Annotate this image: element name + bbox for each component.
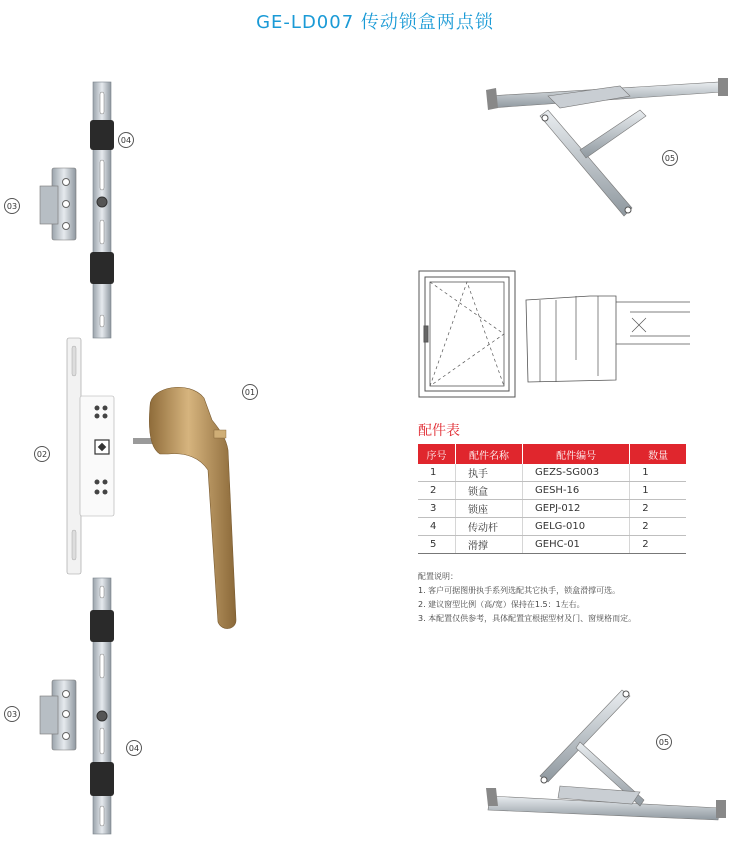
notes-heading: 配置说明： <box>418 572 458 581</box>
table-row <box>418 464 686 482</box>
cell-name: 执手 <box>456 464 523 482</box>
table-row <box>418 518 686 536</box>
callout-rod-top: 04 <box>118 132 134 148</box>
callout-handle: 01 <box>242 384 258 400</box>
cell-no: 1 <box>418 464 456 482</box>
configuration-notes <box>418 570 636 626</box>
cell-qty: 1 <box>630 464 686 482</box>
callout-keeper-top: 03 <box>4 198 20 214</box>
window-diagram <box>419 271 690 397</box>
cell-no: 4 <box>418 518 456 536</box>
friction-stay-bottom <box>486 690 726 820</box>
keeper-bottom <box>40 680 76 750</box>
callout-gearbox: 02 <box>34 446 50 462</box>
parts-table-title: 配件表 <box>418 423 460 439</box>
cell-qty: 2 <box>630 500 686 518</box>
cell-code: GEZS-SG003 <box>523 464 630 482</box>
cell-no: 3 <box>418 500 456 518</box>
cell-code: GEPJ-012 <box>523 500 630 518</box>
header-name: 配件名称 <box>456 444 523 464</box>
table-row <box>418 536 686 554</box>
table-row <box>418 500 686 518</box>
transmission-rod-bottom <box>90 578 114 834</box>
cell-qty: 2 <box>630 536 686 554</box>
transmission-rod-top <box>90 82 114 338</box>
parts-table-header <box>418 444 686 464</box>
cell-name: 滑撑 <box>456 536 523 554</box>
cell-name: 传动杆 <box>456 518 523 536</box>
cell-code: GESH-16 <box>523 482 630 500</box>
note-item: 2. 建议窗型比例（高/宽）保持在1.5：1左右。 <box>418 600 585 609</box>
cell-name: 锁盒 <box>456 482 523 500</box>
callout-rod-bottom: 04 <box>126 740 142 756</box>
gearbox <box>67 338 114 574</box>
cell-no: 2 <box>418 482 456 500</box>
header-code: 配件编号 <box>523 444 630 464</box>
cell-qty: 2 <box>630 518 686 536</box>
keeper-top <box>40 168 76 240</box>
cell-name: 锁座 <box>456 500 523 518</box>
callout-keeper-bottom: 03 <box>4 706 20 722</box>
callout-stay-top: 05 <box>662 150 678 166</box>
note-item: 3. 本配置仅供参考，具体配置宜根据型材及门、窗规格而定。 <box>418 614 637 623</box>
window-handle <box>133 387 236 628</box>
table-row <box>418 482 686 500</box>
callout-stay-bottom: 05 <box>656 734 672 750</box>
cell-code: GEHC-01 <box>523 536 630 554</box>
header-no: 序号 <box>418 444 456 464</box>
cell-code: GELG-010 <box>523 518 630 536</box>
cell-no: 5 <box>418 536 456 554</box>
friction-stay-top <box>486 78 728 216</box>
page-title: GE-LD007 传动锁盒两点锁 <box>256 12 494 33</box>
header-qty: 数量 <box>630 444 686 464</box>
note-item: 1. 客户可据图册执手系列选配其它执手，锁盒滑撑可选。 <box>418 586 621 595</box>
parts-table <box>418 444 686 554</box>
cell-qty: 1 <box>630 482 686 500</box>
